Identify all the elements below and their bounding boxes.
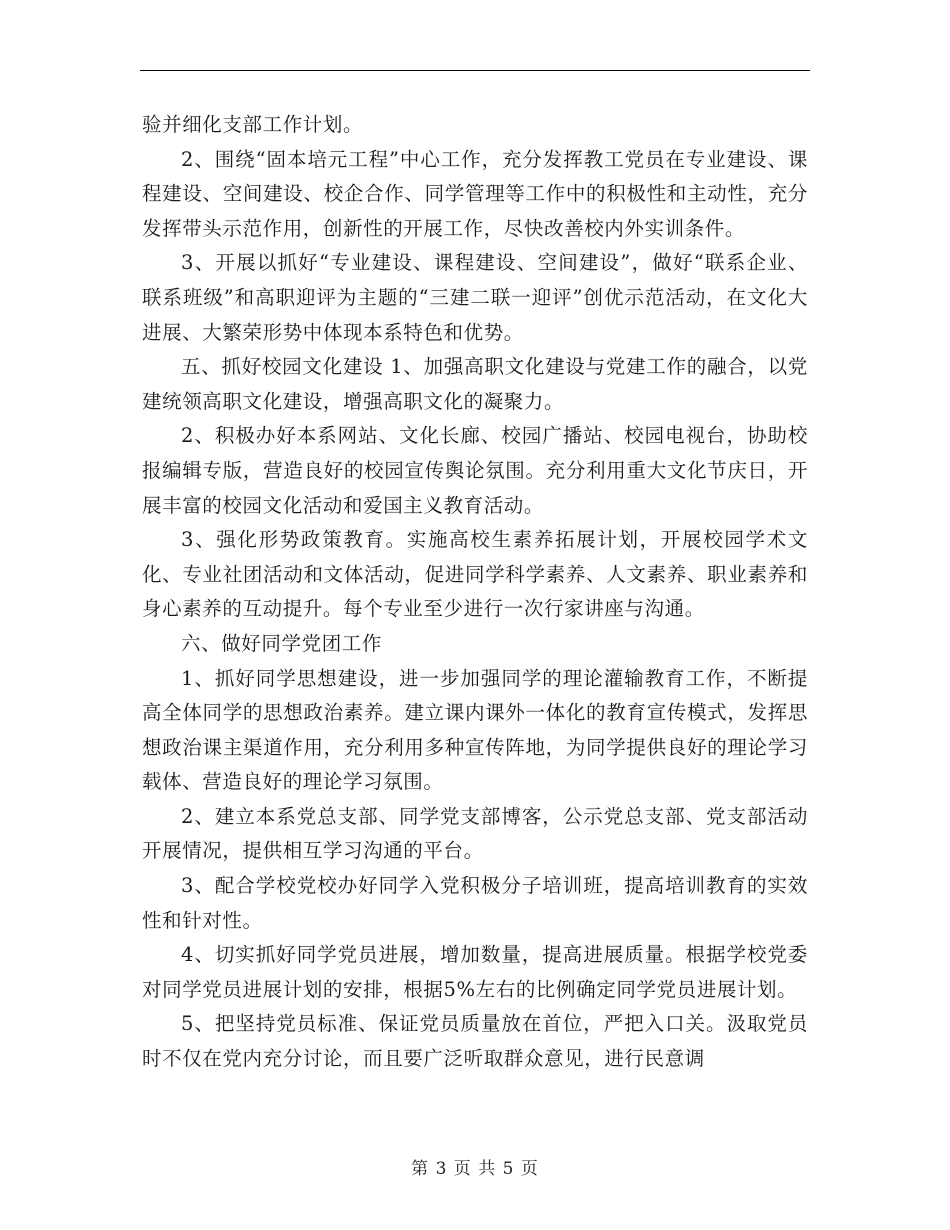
paragraph: 3、强化形势政策教育。实施高校生素养拓展计划，开展校园学术文化、专业社团活动和文体活动，促进同学科学素养、人文素养、职业素养和身心素养的互动提升。每个专业至少进行一次行家讲座与沟通。 (142, 528, 808, 621)
paragraph: 2、围绕“固本培元工程”中心工作，充分发挥教工党员在专业建设、课程建设、空间建设、校企合作、同学管理等工作中的积极性和主动性，充分发挥带头示范作用，创新性的开展工作，尽快改善校内外实训条件。 (142, 147, 808, 240)
paragraph: 1、抓好同学思想建设，进一步加强同学的理论灌输教育工作，不断提高全体同学的思想政治素养。建立课内课外一体化的教育宣传模式，发挥思想政治课主渠道作用，充分利用多种宣传阵地，为同学提供良好的理论学习载体、营造良好的理论学习氛围。 (142, 666, 808, 794)
section-heading-paragraph: 五、抓好校园文化建设 1、加强高职文化建设与党建工作的融合，以党建统领高职文化建设，增强高职文化的凝聚力。 (142, 355, 808, 413)
page-number: 第 3 页 共 5 页 (411, 1159, 539, 1179)
header-rule (140, 70, 810, 71)
paragraph: 验并细化支部工作计划。 (142, 113, 364, 136)
paragraph: 4、切实抓好同学党员进展，增加数量，提高进展质量。根据学校党委对同学党员进展计划的安排，根据5%左右的比例确定同学党员进展计划。 (142, 943, 808, 1001)
document-body (142, 108, 808, 1077)
paragraph: 2、建立本系党总支部、同学党支部博客，公示党总支部、党支部活动开展情况，提供相互学习沟通的平台。 (142, 804, 808, 863)
paragraph: 5、把坚持党员标准、保证党员质量放在首位，严把入口关。汲取党员时不仅在党内充分讨论，而且要广泛听取群众意见，进行民意调 (142, 1012, 808, 1071)
paragraph: 3、开展以抓好“专业建设、课程建设、空间建设”，做好“联系企业、联系班级”和高职迎评为主题的“三建二联一迎评”创优示范活动，在文化大进展、大繁荣形势中体现本系特色和优势。 (142, 251, 808, 344)
section-heading: 六、做好同学党团工作 (181, 631, 383, 655)
paragraph: 3、配合学校党校办好同学入党积极分子培训班，提高培训教育的实效性和针对性。 (142, 874, 808, 932)
paragraph: 2、积极办好本系网站、文化长廊、校园广播站、校园电视台，协助校报编辑专版，营造良好的校园宣传舆论氛围。充分利用重大文化节庆日，开展丰富的校园文化活动和爱国主义教育活动。 (142, 424, 808, 517)
